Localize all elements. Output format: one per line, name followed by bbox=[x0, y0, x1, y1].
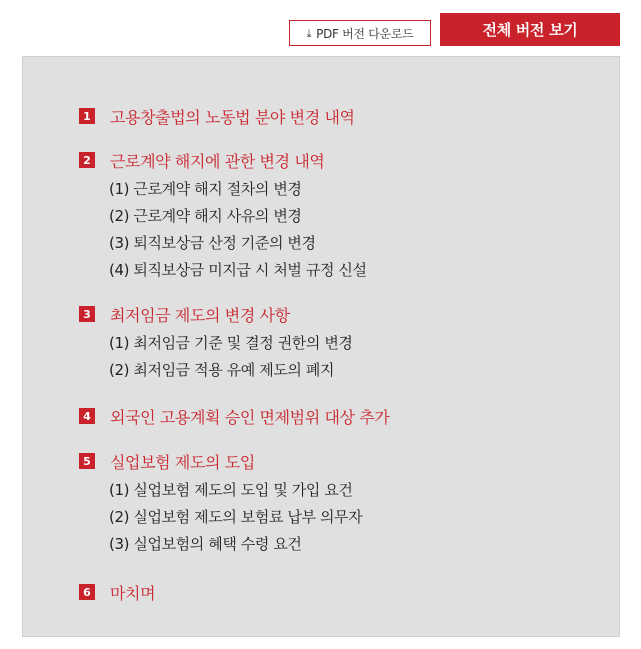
toc-section-1 bbox=[79, 105, 355, 127]
section-number-badge: 4 bbox=[79, 408, 95, 424]
toc-section-5-link[interactable] bbox=[79, 450, 362, 472]
section-title: 실업보험 제도의 도입 bbox=[110, 452, 255, 472]
toc-subsection-item[interactable]: (2) 실업보험 제도의 보험료 납부 의무자 bbox=[109, 508, 363, 526]
toc-subsection-item[interactable]: (3) 퇴직보상금 산정 기준의 변경 bbox=[109, 234, 316, 252]
toc-section-3 bbox=[79, 303, 353, 384]
section-number-badge: 3 bbox=[79, 306, 95, 322]
toc-section-4 bbox=[79, 405, 389, 427]
toc-subsection-item[interactable]: (3) 실업보험의 혜택 수령 요건 bbox=[109, 535, 302, 553]
toc-subsection-list bbox=[109, 176, 367, 284]
toc-section-5 bbox=[79, 450, 362, 558]
toc-subsection-item[interactable]: (4) 퇴직보상금 미지급 시 처벌 규정 신설 bbox=[109, 261, 367, 279]
section-title: 마치며 bbox=[110, 583, 156, 603]
full-version-button[interactable]: 전체 버전 보기 bbox=[440, 13, 620, 46]
toc-subsection-item[interactable]: (2) 근로계약 해지 사유의 변경 bbox=[109, 207, 302, 225]
section-title: 외국인 고용계획 승인 면제범위 대상 추가 bbox=[110, 407, 390, 427]
toc-subsection-item[interactable]: (2) 최저임금 적용 유예 제도의 폐지 bbox=[109, 361, 335, 379]
toc-section-3-link[interactable] bbox=[79, 303, 353, 325]
section-title: 근로계약 해지에 관한 변경 내역 bbox=[110, 151, 325, 171]
download-icon: ⤓ bbox=[306, 26, 312, 40]
table-of-contents bbox=[22, 56, 620, 637]
section-number-badge: 5 bbox=[79, 453, 95, 469]
toc-section-6-link[interactable] bbox=[79, 581, 155, 603]
pdf-download-label: PDF 버전 다운로드 bbox=[316, 26, 414, 41]
toc-subsection-list bbox=[109, 330, 353, 384]
section-number-badge: 6 bbox=[79, 584, 95, 600]
toc-section-4-link[interactable] bbox=[79, 405, 389, 427]
section-title: 고용창출법의 노동법 분야 변경 내역 bbox=[110, 107, 355, 127]
toc-section-2-link[interactable] bbox=[79, 149, 367, 171]
toc-subsection-item[interactable]: (1) 실업보험 제도의 도입 및 가입 요건 bbox=[109, 481, 353, 499]
toc-section-6 bbox=[79, 581, 155, 603]
section-title: 최저임금 제도의 변경 사항 bbox=[110, 305, 290, 325]
pdf-download-button[interactable] bbox=[289, 20, 431, 46]
toc-subsection-item[interactable]: (1) 근로계약 해지 절차의 변경 bbox=[109, 180, 302, 198]
toc-section-1-link[interactable] bbox=[79, 105, 355, 127]
section-number-badge: 2 bbox=[79, 152, 95, 168]
toc-subsection-list bbox=[109, 477, 362, 558]
toc-section-2 bbox=[79, 149, 367, 284]
toc-subsection-item[interactable]: (1) 최저임금 기준 및 결정 권한의 변경 bbox=[109, 334, 353, 352]
section-number-badge: 1 bbox=[79, 108, 95, 124]
